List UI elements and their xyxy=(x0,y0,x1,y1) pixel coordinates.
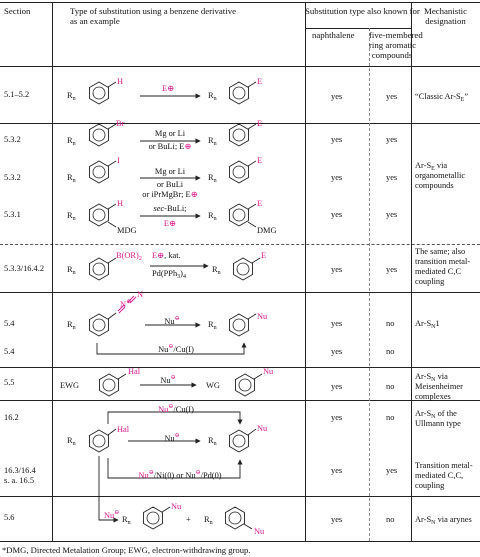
naphthalene-cell: yes xyxy=(331,319,343,328)
chem-label-electrophile: E⊕ xyxy=(162,84,175,93)
reagent-nucleophile: Nu⊖ xyxy=(164,433,180,443)
mech-meisenheimer-line1: $Ar-S_N$ via xyxy=(415,372,448,383)
chem-label-dmg: DMG xyxy=(257,226,277,235)
chem-label-hal: Hal xyxy=(117,425,130,434)
chem-label-r: $R_n$ xyxy=(212,265,221,276)
reagent-mg-li: Mg or Li xyxy=(154,129,186,138)
chem-label-nu: Nu xyxy=(254,527,265,536)
naphthalene-cell: yes xyxy=(331,347,343,356)
five-ring-cell: yes xyxy=(386,466,398,475)
naphthalene-cell: yes xyxy=(331,413,343,422)
five-ring-cell: no xyxy=(386,319,395,328)
header-five-line2: ring aromatic xyxy=(369,40,417,50)
naphthalene-cell: yes xyxy=(331,515,343,524)
five-ring-cell: no xyxy=(386,515,395,524)
reagent-nucleophile: Nu⊖ xyxy=(164,316,180,326)
mech-meisenheimer-line3: complexes xyxy=(415,392,451,401)
section-cell: 5.4 xyxy=(4,319,15,328)
five-ring-cell: yes xyxy=(386,92,398,101)
chem-label-ewg: EWG xyxy=(60,381,80,390)
reagent-electrophile: E⊕ xyxy=(163,219,177,228)
reagent-ni-pd: Nu⊖/Ni(0) or Nu⊖/Pd(0) xyxy=(138,470,222,480)
mech-organometallic-line1: $Ar-S_E$ via xyxy=(415,161,448,172)
mech-organometallic-line3: compounds xyxy=(415,181,454,190)
chem-label-r: $R_n$ xyxy=(67,173,76,184)
chem-label-e: E xyxy=(257,119,263,128)
naphthalene-cell: yes xyxy=(331,173,343,182)
mech-same-line2: transition metal- xyxy=(415,257,471,266)
naphthalene-cell: yes xyxy=(331,382,343,391)
chem-label-r: $R_n$ xyxy=(208,136,217,147)
reagent-mg-li: Mg or Li xyxy=(154,167,186,176)
section-cell: 5.3.3/16.4.2 xyxy=(4,264,45,273)
naphthalene-cell: yes xyxy=(331,210,343,219)
five-ring-cell: no xyxy=(386,413,395,422)
reagent-iprmgbr: or iPrMgBr; E⊕ xyxy=(142,190,198,199)
chem-label-wg: WG xyxy=(206,381,220,390)
five-ring-cell: yes xyxy=(386,210,398,219)
chem-label-e: E xyxy=(257,199,263,208)
section-cell: 5.6 xyxy=(4,513,15,522)
chem-label-r: $R_n$ xyxy=(122,515,131,526)
chem-label-hal: Hal xyxy=(128,367,141,376)
five-ring-cell: no xyxy=(386,382,395,391)
chem-label-r: $R_n$ xyxy=(208,320,217,331)
reagent-buli: or BuLi; E⊕ xyxy=(148,142,192,151)
section-cell: 5.3.2 xyxy=(4,173,21,182)
header-five-line3: compounds xyxy=(371,50,413,60)
mech-same-line3: mediated C,C xyxy=(415,267,462,276)
footnote: *DMG, Directed Metalation Group; EWG, electron-withdrawing group. xyxy=(2,545,251,555)
reagent-pd-catalyst: $Pd(PPh_3)_4$ xyxy=(152,269,186,280)
reagent-nu-cu: Nu⊖/Cu(I) xyxy=(158,404,194,414)
chem-label-e: E xyxy=(257,77,263,86)
chem-label-e: E xyxy=(257,156,263,165)
reagent-nucleophile: Nu⊖ xyxy=(160,375,176,385)
five-ring-cell: yes xyxy=(386,135,398,144)
section-cell: 5.3.1 xyxy=(4,210,21,219)
chem-label-r: $R_n$ xyxy=(208,211,217,222)
section-cell: 5.5 xyxy=(4,378,15,387)
naphthalene-cell: yes xyxy=(331,466,343,475)
mech-transition-line1: Transition metal- xyxy=(415,461,473,470)
section-cell: 5.4 xyxy=(4,347,15,356)
mech-sn1: $Ar-S_N1$ xyxy=(415,319,440,330)
reagent-nucleophile: Nu⊖ xyxy=(104,510,120,520)
chem-label-r: $R_n$ xyxy=(67,265,76,276)
chem-label-h: H xyxy=(117,77,124,86)
naphthalene-cell: yes xyxy=(331,135,343,144)
chem-label-r: $R_n$ xyxy=(67,320,76,331)
chem-label-r: $R_n$ xyxy=(67,436,76,447)
five-ring-cell: yes xyxy=(386,265,398,274)
chem-label-e: E xyxy=(261,251,267,260)
reagent-nu-cu: Nu⊖/Cu(I) xyxy=(158,344,194,354)
chem-label-r: $R_n$ xyxy=(208,173,217,184)
section-cell: 16.2 xyxy=(4,413,19,422)
header-naphthalene: naphthalene xyxy=(312,30,355,40)
chem-label-i: I xyxy=(117,156,120,165)
chem-label-nu: Nu xyxy=(171,502,182,511)
five-ring-cell: no xyxy=(386,347,395,356)
mech-same-line1: The same; also xyxy=(415,247,466,256)
chem-label-br: Br xyxy=(116,119,125,128)
chem-label-nu: Nu xyxy=(257,312,268,321)
header-type-line1: Type of substitution using a benzene derivative xyxy=(70,6,236,16)
naphthalene-cell: yes xyxy=(331,265,343,274)
mech-transition-line3: coupling xyxy=(415,481,445,490)
chem-label-r: $R_n$ xyxy=(208,436,217,447)
mech-transition-line2: mediated C,C, xyxy=(415,471,464,480)
header-type-line2: as an example xyxy=(70,16,120,26)
header-section: Section xyxy=(4,6,31,16)
reagent-sec-buli: sec-BuLi; xyxy=(153,204,187,213)
reagent-electrophile-kat: E⊕, kat. xyxy=(152,251,181,260)
chem-label-h: H xyxy=(117,199,124,208)
section-cell: 5.1–5.2 xyxy=(4,90,30,99)
mech-ullmann-line1: $Ar-S_N$ of the xyxy=(415,409,457,420)
header-known: Substitution type also known for xyxy=(305,6,420,16)
header-mech-line2: designation xyxy=(425,16,466,26)
chem-label-mdg: MDG xyxy=(117,226,137,235)
chem-label-r: $R_n$ xyxy=(67,211,76,222)
chem-label-diazonium-n2: N xyxy=(137,290,144,299)
mech-ullmann-line2: Ullmann type xyxy=(415,419,461,428)
section-cell: 16.3/16.4 xyxy=(4,466,36,475)
chem-label-diazonium-n: N⊕ xyxy=(120,299,132,309)
chem-label-nu: Nu xyxy=(257,424,268,433)
chem-label-nu: Nu xyxy=(263,367,274,376)
section-cell: s. a. 16.5 xyxy=(4,476,35,485)
chem-label-r: $R_n$ xyxy=(208,91,217,102)
chem-label-plus: + xyxy=(186,515,191,524)
chem-label-boronate: $B(OR)_2$ xyxy=(116,251,142,262)
mech-classic: “Classic $Ar-S_E$” xyxy=(415,92,469,103)
chem-label-r: $R_n$ xyxy=(204,515,213,526)
naphthalene-cell: yes xyxy=(331,92,343,101)
mech-meisenheimer-line2: Meisenheimer xyxy=(415,382,463,391)
mech-same-line4: coupling xyxy=(415,277,445,286)
chem-label-r: $R_n$ xyxy=(67,136,76,147)
header-five-line1: five-membered xyxy=(369,30,423,40)
header-mech-line1: Mechanistic xyxy=(424,6,467,16)
section-cell: 5.3.2 xyxy=(4,135,21,144)
reagent-buli: or BuLi xyxy=(156,180,184,189)
mech-arynes: $Ar-S_N$ via arynes xyxy=(415,515,472,526)
five-ring-cell: yes xyxy=(386,173,398,182)
mech-organometallic-line2: organometallic xyxy=(415,171,466,180)
chem-label-r: $R_n$ xyxy=(67,91,76,102)
